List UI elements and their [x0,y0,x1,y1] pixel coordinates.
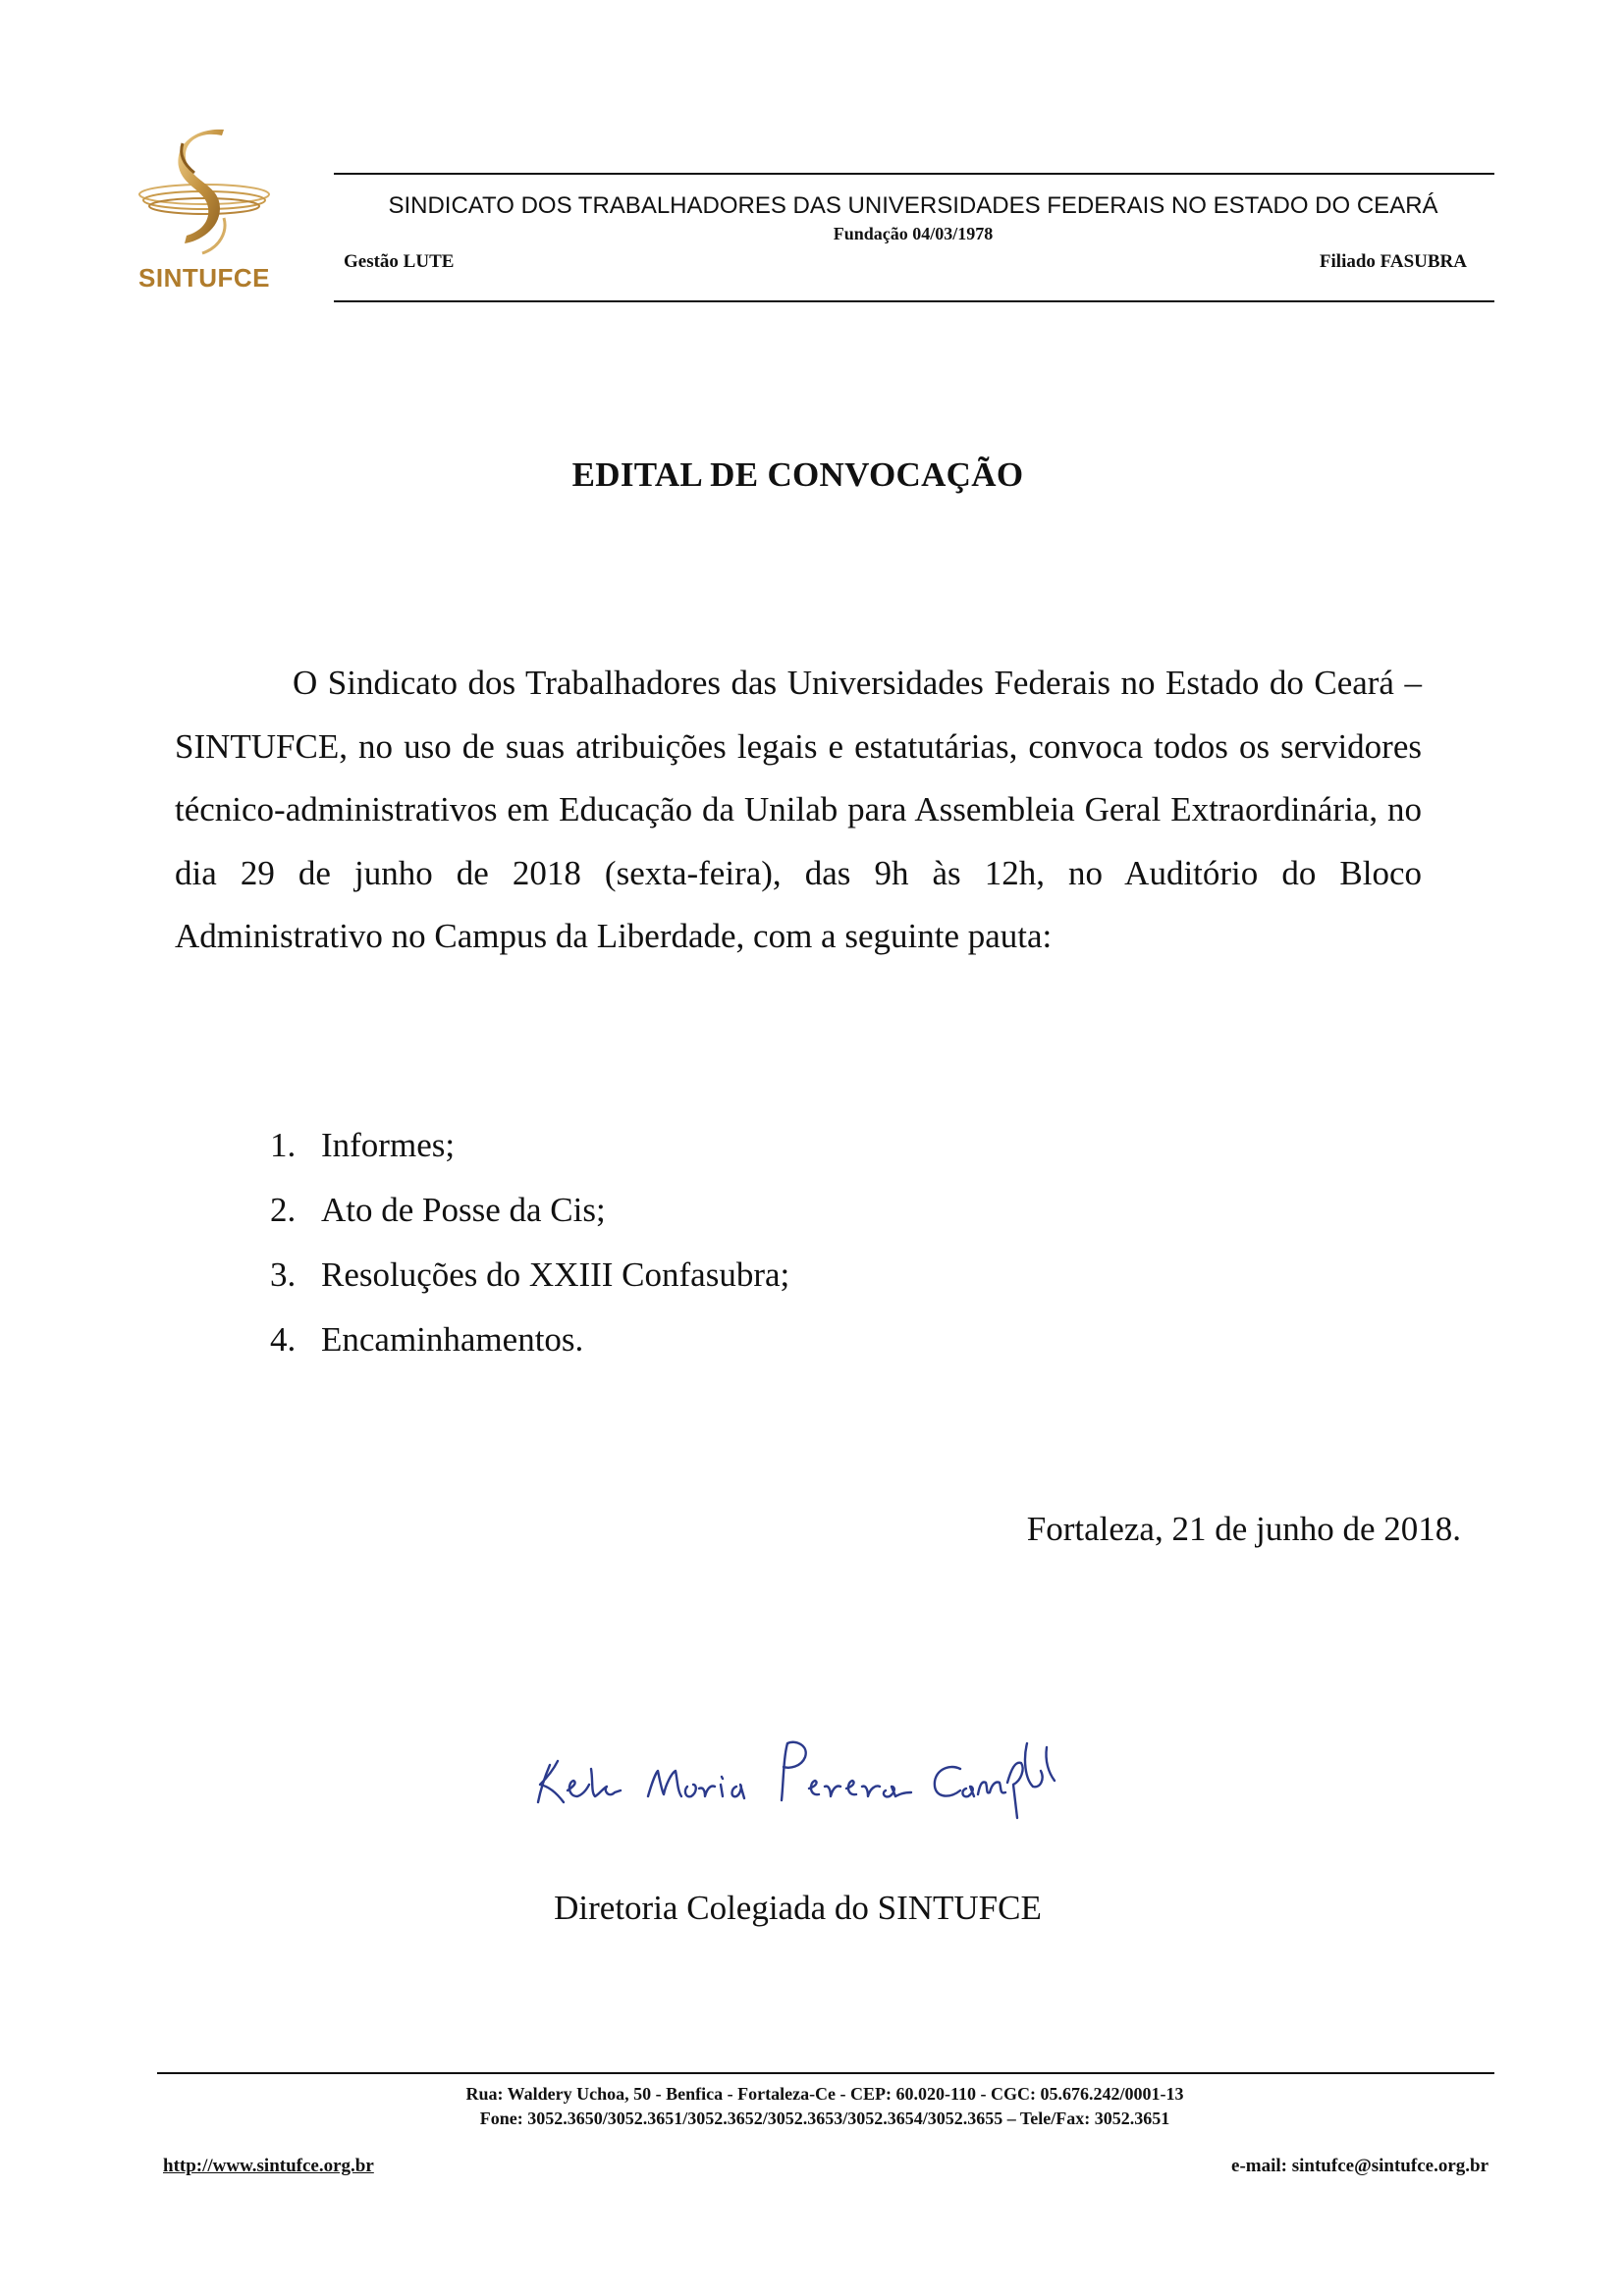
agenda-item [270,1308,789,1372]
document-title: EDITAL DE CONVOCAÇÃO [571,455,1024,494]
org-name: SINDICATO DOS TRABALHADORES DAS UNIVERSIDADES FEDERAIS NO ESTADO DO CEARÁ [388,192,1438,219]
affiliation-label: Filiado FASUBRA [1319,251,1467,272]
footer-rule [157,2072,1494,2074]
website-link[interactable]: http://www.sintufce.org.br [163,2156,374,2176]
sintufce-logo [126,126,283,302]
agenda-item [270,1178,789,1243]
agenda-item-text: Informes; [321,1126,456,1164]
foundation-date: Fundação 04/03/1978 [833,224,994,243]
agenda-item [270,1243,789,1308]
signature-icon [530,1708,1080,1826]
logo-emblem-icon [126,126,283,263]
management-label: Gestão LUTE [344,251,455,272]
header-top-rule [334,173,1494,175]
agenda-item-text: Ato de Posse da Cis; [321,1191,606,1229]
agenda-item [270,1113,789,1178]
agenda-item-text: Resoluções do XXIII Confasubra; [321,1255,790,1294]
agenda-item-number: 3. [270,1255,297,1294]
agenda-list [270,1113,789,1372]
signatory-name: Diretoria Colegiada do SINTUFCE [554,1889,1042,1927]
agenda-item-text: Encaminhamentos. [321,1320,584,1359]
agenda-item-number: 2. [270,1191,297,1229]
logo-label: SINTUFCE [138,263,270,293]
footer-address: Rua: Waldery Uchoa, 50 - Benfica - Fortaleza-Ce - CEP: 60.020-110 - CGC: 05.676.242/0001-13 [465,2084,1184,2104]
email-address[interactable]: e-mail: sintufce@sintufce.org.br [1231,2156,1489,2176]
convocation-paragraph: O Sindicato dos Trabalhadores das Universidades Federais no Estado do Ceará – SINTUFCE, no uso de suas atribuições legais e estatutárias, convoca todos os servidores técnico-administrativos em Educação da Unilab para Assembleia Geral Extraordinária, no dia 29 de junho de 2018 (sexta-feira), das 9h às 12h, no Auditório do Bloco Administrativo no Campus da Liberdade, com a seguinte pauta: [175,664,1422,955]
header-bottom-rule [334,300,1494,302]
footer-phones: Fone: 3052.3650/3052.3651/3052.3652/3052.3653/3052.3654/3052.3655 – Tele/Fax: 3052.3651 [479,2109,1170,2128]
handwritten-signature [530,1708,1080,1826]
agenda-item-number: 4. [270,1320,297,1359]
agenda-item-number: 1. [270,1126,297,1164]
place-and-date: Fortaleza, 21 de junho de 2018. [1026,1510,1461,1548]
